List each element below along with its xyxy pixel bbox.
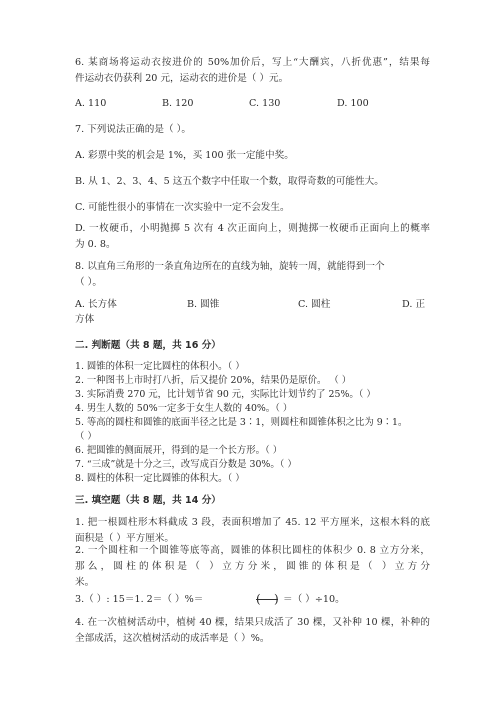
question-7-stem: 7. 下列说法正确的是（ ）。 xyxy=(75,124,191,135)
judge-item-3: 3. 实际消费 270 元，比计划节省 90 元，实际比计划节约了 25%。（ ） xyxy=(75,389,376,400)
fill-question-3-left: 3.（ ）: 15＝1. 2＝（ ）%＝ xyxy=(75,594,204,605)
question-6-line-1: 6. 某商场将运动衣按进价的 50%加价后，写上“大酬宾，八折优惠”，结果每 xyxy=(75,57,430,68)
question-7-option-b: B. 从 1、2、3、4、5 这五个数字中任取一个数，取得奇数的可能性大。 xyxy=(75,176,384,187)
question-6-line-2: 件运动衣仍获利 20 元，运动衣的进价是（ ）元。 xyxy=(75,73,289,84)
question-7-option-d-line-1: D. 一枚硬币，小明抛掷 5 次有 4 次正面向上，则抛掷一枚硬币正面向上的概率 xyxy=(75,223,430,234)
fill-question-3-right: ＝（ ）÷10。 xyxy=(283,594,345,605)
fill-question-4-line-2: 全部成活，这次植树活动的成活率是（ ）%。 xyxy=(75,633,270,644)
question-8-option-a: A. 长方体 xyxy=(75,299,117,310)
question-8 xyxy=(75,259,430,291)
fraction-paren-left: ( xyxy=(256,592,261,606)
fraction-bar xyxy=(256,599,278,600)
fill-question-2-line-1: 2. 一个圆柱和一个圆锥等底等高，圆锥的体积比圆柱的体积少 0. 8 立方分米， xyxy=(75,545,430,556)
judge-item-5-answer: （ ） xyxy=(75,431,97,442)
question-7-option-a: A. 彩票中奖的机会是 1%，买 100 张一定能中奖。 xyxy=(75,150,294,161)
question-6-option-a: A. 110 xyxy=(75,98,107,109)
fill-question-2-line-3: 米。 xyxy=(75,577,95,588)
judge-item-7: 7. “三成”就是十分之三，改写成百分数是 30%。（ ） xyxy=(75,459,297,470)
section-2-title: 二. 判断题（共 8 题，共 16 分） xyxy=(75,340,221,351)
judge-item-8: 8. 圆柱的体积一定比圆锥的体积大。（ ） xyxy=(75,473,245,484)
judge-item-6: 6. 把圆锥的侧面展开，得到的是一个长方形。（ ） xyxy=(75,445,283,456)
fill-question-1-line-1: 1. 把一根圆柱形木料截成 3 段，表面积增加了 45. 12 平方厘米，这根木料的底 xyxy=(75,517,430,528)
question-8-option-d: D. 正 xyxy=(402,299,426,310)
fill-question-4 xyxy=(75,615,430,647)
question-7-option-d-line-2: 为 0. 8。 xyxy=(75,239,116,250)
judge-item-2: 2. 一种图书上市时打八折，后又提价 20%，结果仍是原价。 （ ） xyxy=(75,375,352,386)
question-8-option-d-wrap: 方体 xyxy=(75,314,95,325)
question-7-option-d xyxy=(75,221,430,253)
question-8-line-2: （ ）。 xyxy=(75,277,103,288)
fill-question-2-line-2: 那么，圆柱的体积是（ ）立方分米，圆锥的体积是（ ）立方分 xyxy=(75,561,430,572)
section-3-title: 三. 填空题（共 8 题，共 14 分） xyxy=(75,495,221,506)
fraction-paren-right: ) xyxy=(274,592,279,606)
judge-item-1: 1. 圆锥的体积一定比圆柱的体积小。（ ） xyxy=(75,361,245,372)
question-8-option-b: B. 圆锥 xyxy=(187,299,220,310)
question-6-option-c: C. 130 xyxy=(249,98,281,109)
judge-item-5: 5. 等高的圆柱和圆锥的底面半径之比是 3∶1，则圆柱和圆锥体积之比为 9∶1。 xyxy=(75,417,408,428)
question-6-option-d: D. 100 xyxy=(337,98,369,109)
question-8-line-1: 8. 以直角三角形的一条直角边所在的直线为轴，旋转一周，就能得到一个 xyxy=(75,261,385,272)
question-6 xyxy=(75,55,430,87)
fraction-blank xyxy=(252,584,282,614)
judge-item-4: 4. 男生人数的 50%一定多于女生人数的 40%。（ ） xyxy=(75,403,293,414)
question-6-option-b: B. 120 xyxy=(162,98,194,109)
question-7-option-c: C. 可能性很小的事情在一次实验中一定不会发生。 xyxy=(75,202,290,213)
fill-question-4-line-1: 4. 在一次植树活动中，植树 40 棵，结果只成活了 30 棵，又补种 10 棵，补种的 xyxy=(75,617,430,628)
question-8-option-c: C. 圆柱 xyxy=(298,299,331,310)
fill-question-1-line-2: 面积是（ ）平方厘米。 xyxy=(75,533,174,544)
